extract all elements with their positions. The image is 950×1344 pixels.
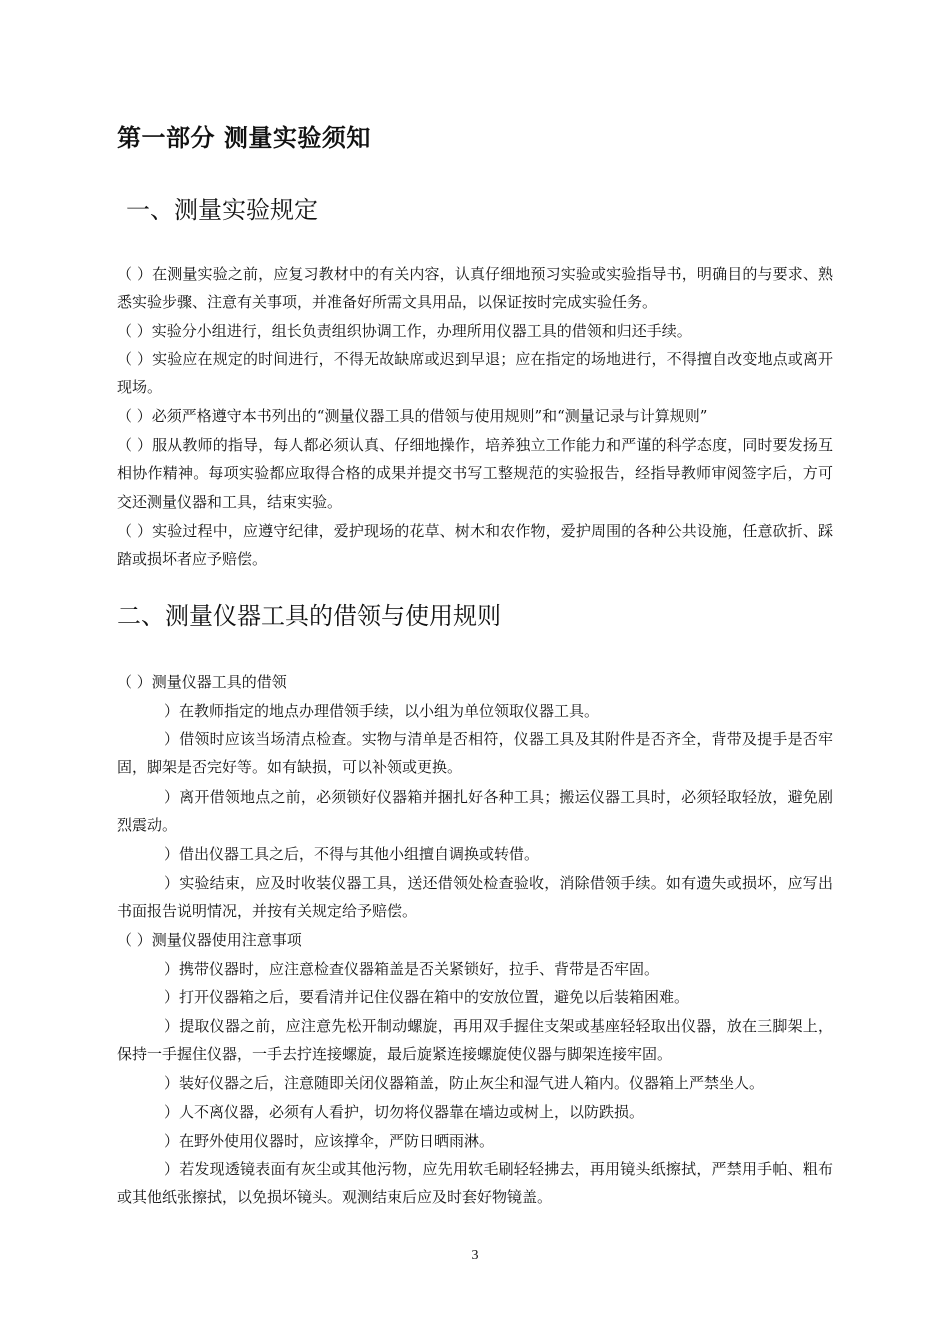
subsection2-title: （ ）测量仪器使用注意事项 xyxy=(117,931,302,949)
borrow-rule-1: ）在教师指定的地点办理借领手续，以小组为单位领取仪器工具。 xyxy=(164,702,600,720)
borrow-rule-5: ）实验结束，应及时收装仪器工具，送还借领处检查验收，消除借领手续。如有遗失或损坏，应写出书面报告说明情况，并按有关规定给予赔偿。 xyxy=(117,874,833,921)
usage-rule-6: ）在野外使用仪器时，应该撑伞，严防日晒雨淋。 xyxy=(164,1132,495,1150)
section1-title: 一、测量实验规定 xyxy=(126,196,318,224)
subsection1-title: （ ）测量仪器工具的借领 xyxy=(117,673,287,691)
rule-item-6: （ ）实验过程中，应遵守纪律，爱护现场的花草、树木和农作物，爱护周围的各种公共设施，任意砍折、踩踏或损坏者应予赔偿。 xyxy=(117,522,833,569)
usage-rule-7: ）若发现透镜表面有灰尘或其他污物，应先用软毛刷轻轻拂去，再用镜头纸擦拭，严禁用手帕、粗布或其他纸张擦拭，以免损坏镜头。观测结束后应及时套好物镜盖。 xyxy=(117,1160,833,1207)
usage-rule-4: ）装好仪器之后，注意随即关闭仪器箱盖，防止灰尘和湿气进人箱内。仪器箱上严禁坐人。 xyxy=(164,1074,765,1092)
rule-item-1: （ ）在测量实验之前，应复习教材中的有关内容，认真仔细地预习实验或实验指导书，明确目的与要求、熟悉实验步骤、注意有关事项，并准备好所需文具用品，以保证按时完成实验任务。 xyxy=(117,265,833,312)
rule-item-2: （ ）实验分小组进行，组长负责组织协调工作，办理所用仪器工具的借领和归还手续。 xyxy=(117,322,692,340)
usage-rule-5: ）人不离仪器，必须有人看护，切勿将仪器靠在墙边或树上，以防跌损。 xyxy=(164,1103,645,1121)
usage-rule-3: ）提取仪器之前，应注意先松开制动螺旋，再用双手握住支架或基座轻轻取出仪器，放在三脚架上，保持一手握住仪器，一手去拧连接螺旋，最后旋紧连接螺旋使仪器与脚架连接牢固。 xyxy=(117,1017,833,1064)
rule-item-5: （ ）服从教师的指导，每人都必须认真、仔细地操作，培养独立工作能力和严谨的科学态度，同时要发扬互相协作精神。每项实验都应取得合格的成果并提交书写工整规范的实验报告，经指导教师审阅签字后，方可交还测量仪器和工具，结束实验。 xyxy=(117,436,833,511)
rule-item-3: （ ）实验应在规定的时间进行，不得无故缺席或迟到早退；应在指定的场地进行，不得擅自改变地点或离开现场。 xyxy=(117,350,833,397)
usage-rule-2: ）打开仪器箱之后，要看清并记住仪器在箱中的安放位置，避免以后装箱困难。 xyxy=(164,988,690,1006)
page-number: 3 xyxy=(471,1248,479,1263)
borrow-rule-4: ）借出仪器工具之后，不得与其他小组擅自调换或转借。 xyxy=(164,845,540,863)
part-title: 第一部分 测量实验须知 xyxy=(117,124,371,152)
usage-rule-1: ）携带仪器时，应注意检查仪器箱盖是否关紧锁好，拉手、背带是否牢固。 xyxy=(164,960,660,978)
section2-title: 二、测量仪器工具的借领与使用规则 xyxy=(117,602,501,630)
borrow-rule-2: ）借领时应该当场清点检查。实物与清单是否相符，仪器工具及其附件是否齐全，背带及提手是否牢固，脚架是否完好等。如有缺损，可以补领或更换。 xyxy=(117,730,833,777)
rule-item-4: （ ）必须严格遵守本书列出的“测量仪器工具的借领与使用规则”和“测量记录与计算规则” xyxy=(117,407,708,425)
borrow-rule-3: ）离开借领地点之前，必须锁好仪器箱并捆扎好各种工具；搬运仪器工具时，必须轻取轻放，避免剧烈震动。 xyxy=(117,788,833,835)
